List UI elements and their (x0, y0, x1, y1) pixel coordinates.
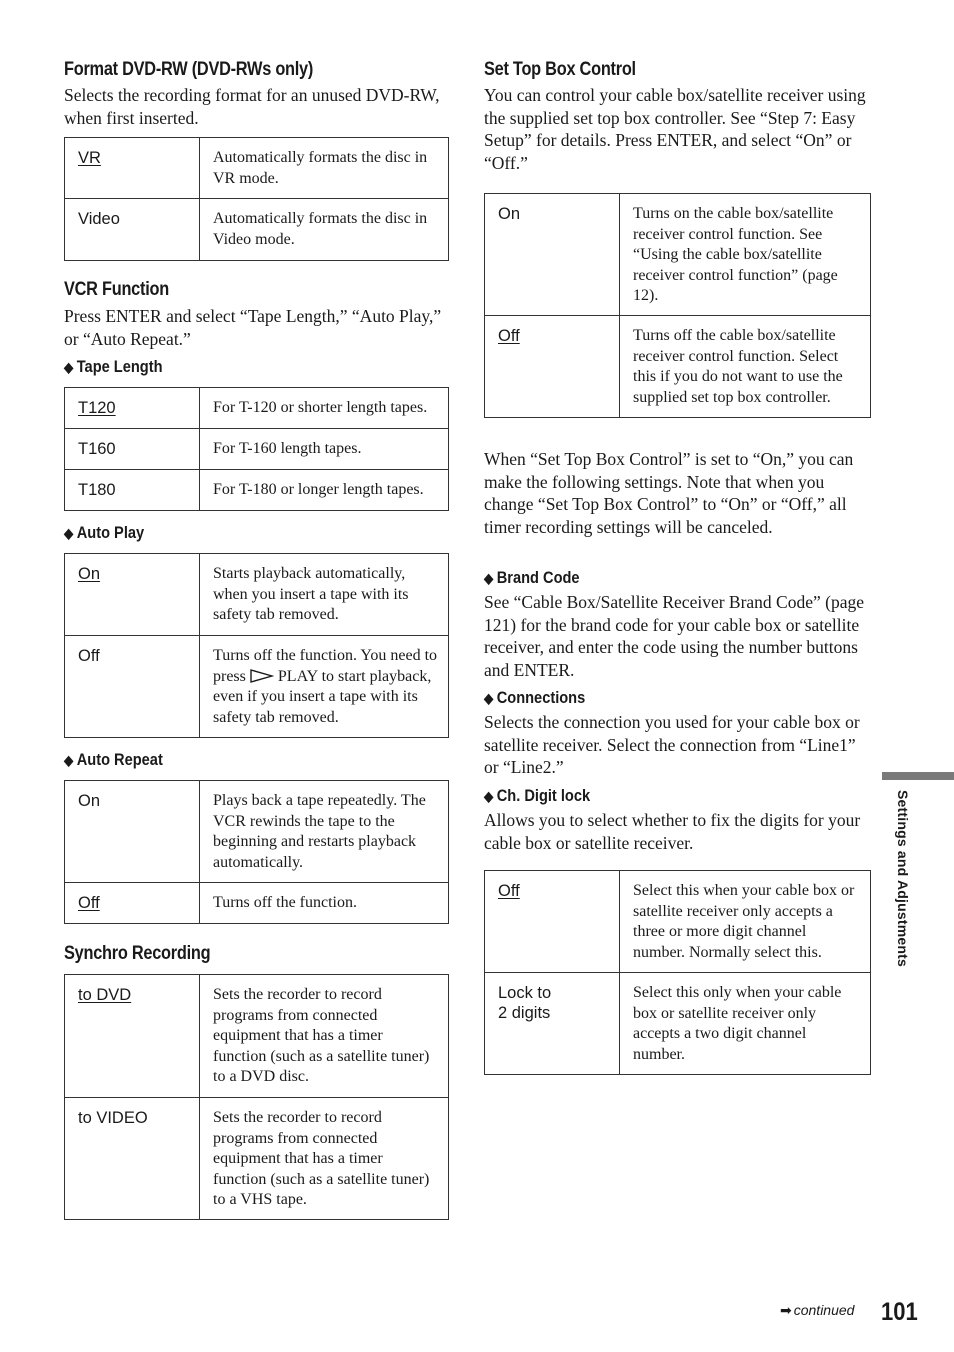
section-tab-bar (882, 772, 954, 780)
section-tab-label: Settings and Adjustments (895, 790, 911, 967)
option-key: Off (65, 883, 200, 924)
diamond-bullet-icon: ◆ (484, 690, 494, 706)
option-desc: Turns off the function. (200, 883, 449, 924)
option-desc: Select this when your cable box or satellite receiver only accepts a three or more digit channel number. Normally select this. (620, 871, 871, 973)
diamond-bullet-icon: ◆ (484, 570, 494, 586)
option-key: Off (485, 316, 620, 418)
table-row (65, 975, 449, 1098)
table-row (485, 973, 871, 1075)
table-row (65, 199, 449, 261)
option-desc: Turns on the cable box/satellite receiver control function. See “Using the cable box/satellite receiver control function” (page 12). (620, 194, 871, 316)
auto-repeat-heading: ◆ Auto Repeat (64, 750, 163, 769)
ch-digit-lock-heading: ◆ Ch. Digit lock (484, 786, 591, 805)
option-desc: Automatically formats the disc in Video mode. (200, 199, 449, 261)
option-key: Lock to 2 digits (485, 973, 620, 1075)
option-desc: Sets the recorder to record programs from connected equipment that has a timer function (such as a satellite tuner) to a DVD disc. (200, 975, 449, 1098)
option-key: T160 (65, 429, 200, 470)
table-row (65, 470, 449, 511)
ch-digit-lock-text: Allows you to select whether to fix the digits for your cable box or satellite receiver. (484, 810, 861, 853)
brand-code-text: See “Cable Box/Satellite Receiver Brand Code” (page 121) for the brand code for your cable box or satellite receiver, and enter the code using the number buttons and ENTER. (484, 592, 865, 680)
vcr-function-heading: VCR Function (64, 279, 169, 300)
continued-label: ➡ continued (780, 1302, 855, 1318)
table-row (485, 871, 871, 973)
option-desc: Turns off the function. You need to press PLAY to start playback, even if you insert a tape with its safety tab removed. (200, 636, 449, 738)
option-key: Video (65, 199, 200, 261)
diamond-bullet-icon: ◆ (64, 359, 74, 375)
option-key: T120 (65, 388, 200, 429)
format-dvd-rw-text: Selects the recording format for an unused DVD-RW, when first inserted. (64, 85, 440, 128)
table-row (65, 781, 449, 883)
page-number: 101 (881, 1298, 918, 1326)
diamond-bullet-icon: ◆ (484, 788, 494, 804)
set-top-box-note: When “Set Top Box Control” is set to “On,” you can make the following settings. Note that when you change “Set Top Box Control” to “On” or “Off,” all timer recording settings will be canceled. (484, 449, 854, 537)
connections-text: Selects the connection you used for your cable box or satellite receiver. Select the connection from “Line1” or “Line2.” (484, 712, 860, 778)
table-row (65, 1098, 449, 1220)
format-dvd-rw-heading: Format DVD-RW (DVD-RWs only) (64, 59, 314, 80)
option-desc: Sets the recorder to record programs from connected equipment that has a timer function (such as a satellite tuner) to a VHS tape. (200, 1098, 449, 1220)
tape-length-heading: ◆ Tape Length (64, 357, 163, 376)
tape-length-table (64, 387, 449, 511)
table-row (485, 194, 871, 316)
auto-play-table (64, 553, 449, 738)
vcr-function-text: Press ENTER and select “Tape Length,” “Auto Play,” or “Auto Repeat.” (64, 306, 442, 349)
option-key: Off (485, 871, 620, 973)
set-top-box-heading: Set Top Box Control (484, 59, 636, 80)
option-key: to DVD (65, 975, 200, 1098)
set-top-box-text: You can control your cable box/satellite receiver using the supplied set top box controller. See “Step 7: Easy Setup” for details. Press ENTER, and select “On” or “Off.” (484, 85, 866, 173)
brand-code-heading: ◆ Brand Code (484, 568, 580, 587)
option-desc: For T-120 or shorter length tapes. (200, 388, 449, 429)
connections-heading: ◆ Connections (484, 688, 586, 707)
diamond-bullet-icon: ◆ (64, 525, 74, 541)
option-key: On (65, 554, 200, 636)
option-desc: Automatically formats the disc in VR mode. (200, 138, 449, 199)
table-row (65, 429, 449, 470)
option-desc: For T-160 length tapes. (200, 429, 449, 470)
diamond-bullet-icon: ◆ (64, 752, 74, 768)
arrow-right-icon: ➡ (780, 1302, 792, 1318)
table-row (65, 554, 449, 636)
option-desc: Turns off the cable box/satellite receiver control function. Select this if you do not want to use the supplied set top box controller. (620, 316, 871, 418)
table-row (65, 636, 449, 738)
option-desc: For T-180 or longer length tapes. (200, 470, 449, 511)
option-desc: Starts playback automatically, when you insert a tape with its safety tab removed. (200, 554, 449, 636)
option-desc: Select this only when your cable box or satellite receiver only accepts a two digit channel number. (620, 973, 871, 1075)
synchro-recording-table (64, 974, 449, 1220)
play-icon (250, 669, 274, 683)
option-key: to VIDEO (65, 1098, 200, 1220)
table-row (65, 883, 449, 924)
option-key: VR (65, 138, 200, 199)
auto-play-heading: ◆ Auto Play (64, 523, 145, 542)
synchro-recording-heading: Synchro Recording (64, 943, 211, 964)
format-options-table (64, 137, 449, 261)
set-top-box-table (484, 193, 871, 418)
auto-repeat-table (64, 780, 449, 924)
option-key: T180 (65, 470, 200, 511)
table-row (485, 316, 871, 418)
table-row (65, 138, 449, 199)
option-desc: Plays back a tape repeatedly. The VCR rewinds the tape to the beginning and restarts playback automatically. (200, 781, 449, 883)
option-key: Off (65, 636, 200, 738)
option-key: On (65, 781, 200, 883)
ch-digit-lock-table (484, 870, 871, 1075)
table-row (65, 388, 449, 429)
option-key: On (485, 194, 620, 316)
